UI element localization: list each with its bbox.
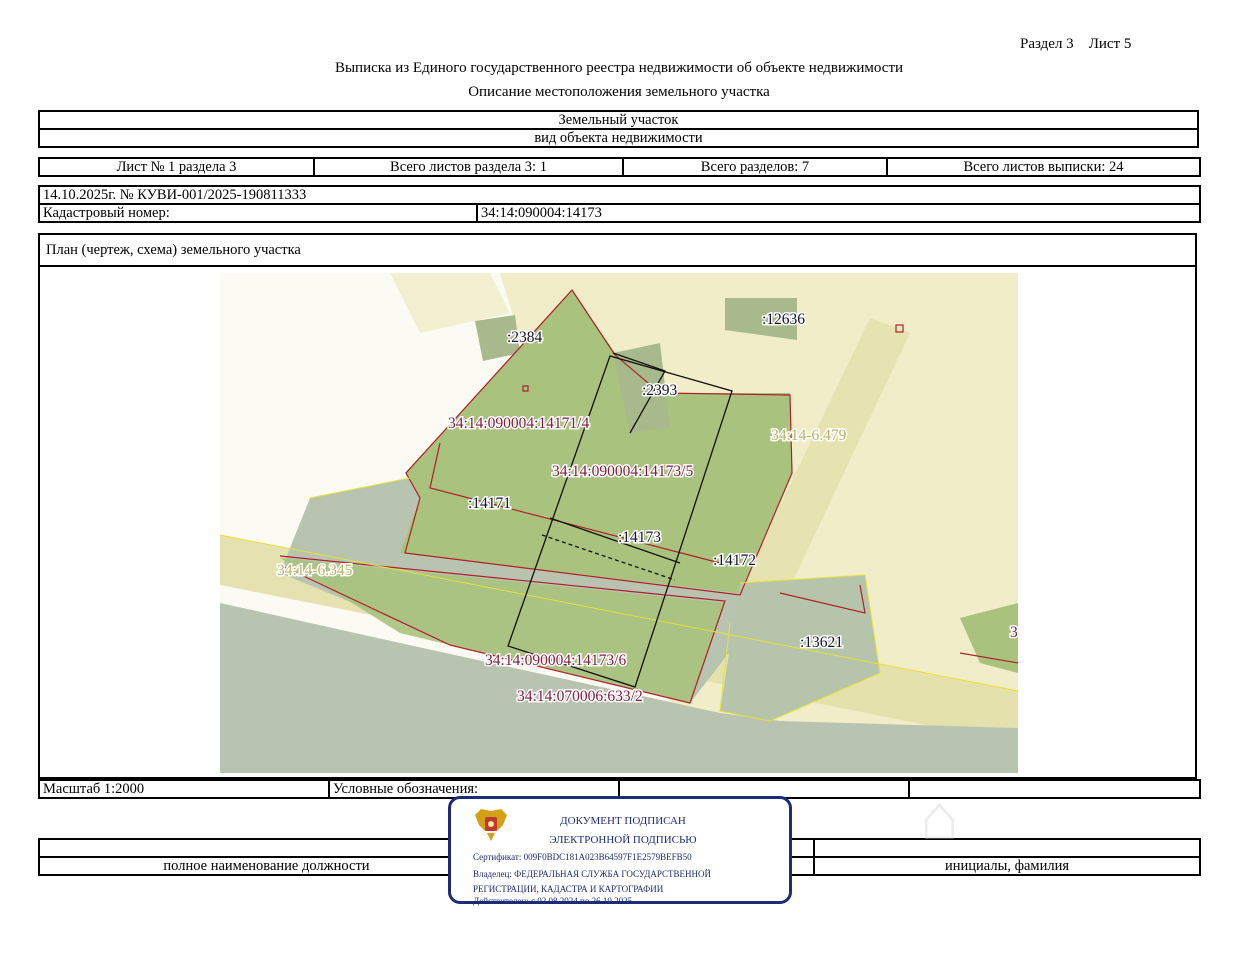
position-caption: полное наименование должности	[39, 857, 494, 875]
sig-empty-3	[814, 839, 1200, 857]
legend-label: Условные обозначения:	[329, 780, 619, 798]
section-sheet-info	[1020, 36, 1131, 53]
label-6345: 34:14-6.345	[277, 562, 353, 579]
plan-divider	[38, 265, 1197, 267]
plan-title: План (чертеж, схема) земельного участка	[46, 242, 301, 258]
stamp-line-1: ДОКУМЕНТ ПОДПИСАН	[560, 815, 686, 827]
sheet-label: Лист 5	[1088, 36, 1132, 52]
name-caption: инициалы, фамилия	[814, 857, 1200, 875]
object-kind-value: Земельный участок	[39, 111, 1198, 129]
object-kind-caption: вид объекта недвижимости	[39, 129, 1198, 147]
label-3: 3	[1010, 624, 1018, 641]
total-sections: Всего разделов: 7	[623, 158, 887, 176]
cadastral-value: 34:14:090004:14173	[477, 204, 1200, 222]
label-14173-6: 34:14:090004:14173/6	[485, 652, 627, 669]
label-14173-5: 34:14:090004:14173/5	[552, 463, 694, 480]
date-number: 14.10.2025г. № КУВИ-001/2025-190811333	[39, 186, 1200, 204]
label-2393: :2393	[642, 382, 678, 399]
label-633-2: 34:14:070006:633/2	[517, 688, 643, 705]
label-13621: :13621	[800, 634, 844, 651]
stamp-valid: Действителен: с 02.08.2024 по 26.10.2025	[473, 896, 633, 906]
total-extract-sheets: Всего листов выписки: 24	[887, 158, 1200, 176]
watermark: ⌂	[920, 781, 959, 853]
object-kind-table	[38, 110, 1199, 148]
page-subtitle: Описание местоположения земельного участка	[468, 84, 770, 100]
label-14171-4: 34:14:090004:14171/4	[448, 415, 590, 432]
cadastral-map	[220, 273, 1018, 773]
total-section-sheets: Всего листов раздела 3: 1	[314, 158, 623, 176]
label-2384: :2384	[507, 329, 543, 346]
stamp-owner: Владелец: ФЕДЕРАЛЬНАЯ СЛУЖБА ГОСУДАРСТВЕННОЙ	[473, 869, 712, 879]
label-6479: 34:14-6.479	[771, 427, 847, 444]
scale: Масштаб 1:2000	[39, 780, 329, 798]
stamp-certificate: Сертификат: 009F0BDC181A023B64597F1E2579BEFB50	[473, 852, 692, 862]
sheet-of-section: Лист № 1 раздела 3	[39, 158, 314, 176]
record-table	[38, 185, 1201, 223]
page-title: Выписка из Единого государственного реестра недвижимости об объекте недвижимости	[334, 60, 904, 76]
label-14172: :14172	[713, 552, 757, 569]
cadastral-label: Кадастровый номер:	[39, 204, 477, 222]
signature-stamp	[448, 796, 792, 904]
section-label: Раздел 3	[1020, 36, 1074, 52]
stamp-line-2: ЭЛЕКТРОННОЙ ПОДПИСЬЮ	[549, 834, 697, 846]
label-12636: :12636	[762, 311, 806, 328]
sheets-table	[38, 157, 1201, 177]
stamp-owner-2: РЕГИСТРАЦИИ, КАДАСТРА И КАРТОГРАФИИ	[473, 884, 664, 894]
label-14173: :14173	[618, 529, 662, 546]
sig-empty-1	[39, 839, 494, 857]
label-14171: :14171	[468, 495, 512, 512]
